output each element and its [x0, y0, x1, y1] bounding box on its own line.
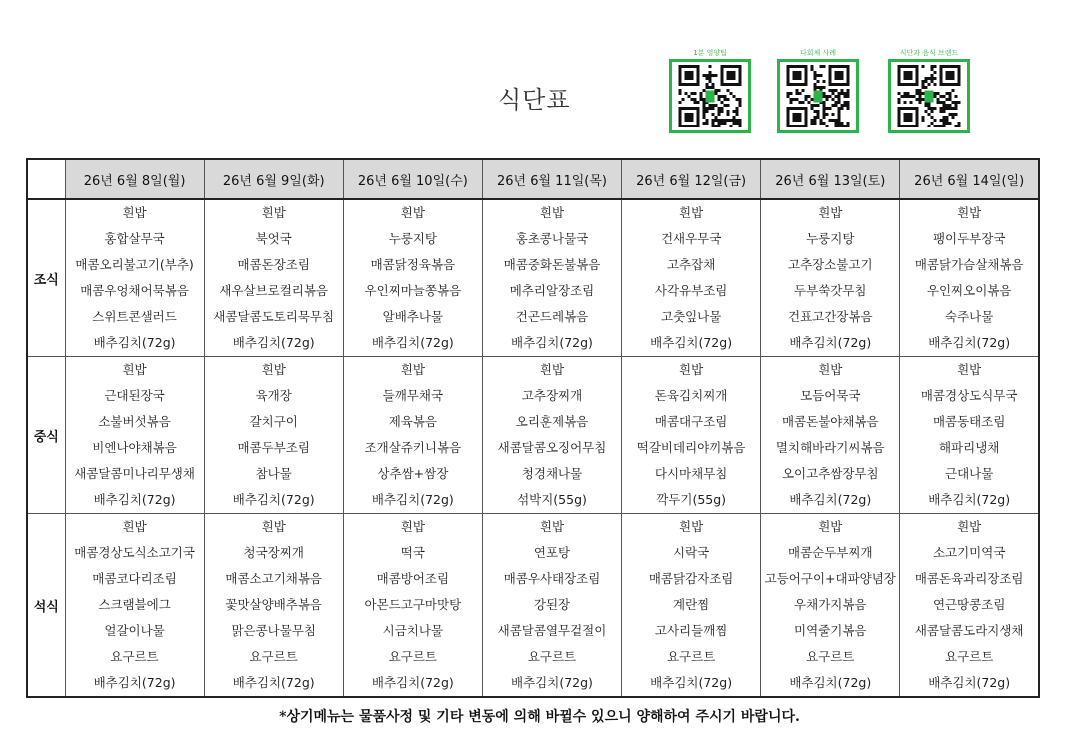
dish-item: 배추김치(72g)	[650, 335, 733, 350]
dish-item: 배추김치(72g)	[232, 335, 315, 350]
meal-row	[27, 199, 1039, 357]
dish-item: 흰밥	[539, 362, 565, 377]
dish-item: 매콤대구조림	[654, 414, 728, 429]
dish-item: 매콤우사태장조림	[503, 571, 601, 586]
dish-item: 새콤달콤열무겉절이	[497, 623, 607, 638]
dish-item: 배추김치(72g)	[371, 492, 454, 507]
qr-caption: 다회체 사례	[799, 49, 837, 57]
day-header: 26년 6월 12일(금)	[622, 159, 761, 199]
dish-item: 숙주나물	[945, 309, 994, 324]
menu-cell	[482, 199, 621, 357]
dish-item: 배추김치(72g)	[93, 675, 176, 690]
qr-code-1[interactable]	[665, 47, 755, 133]
menu-cell	[900, 514, 1039, 698]
menu-cell	[204, 199, 343, 357]
dish-item: 요구르트	[527, 649, 577, 664]
dish-item: 우인찌마늘쫑볶음	[364, 283, 462, 298]
menu-cell	[761, 357, 900, 514]
dish-item: 시금치나물	[382, 623, 444, 638]
dish-item: 계란찜	[673, 597, 710, 612]
dish-item: 흰밥	[957, 205, 982, 220]
meal-row	[27, 357, 1039, 514]
menu-cell	[65, 357, 204, 514]
dish-item: 새콤달콤오징어무침	[497, 440, 607, 455]
dish-item: 스위트콘샐러드	[92, 309, 177, 324]
qr-code-image[interactable]	[669, 59, 751, 133]
dish-item: 청경채나물	[521, 466, 583, 481]
dish-item: 누룽지탕	[388, 231, 437, 246]
dish-item: 우인찌오이볶음	[926, 283, 1012, 298]
meal-label: 중식	[27, 357, 65, 514]
dish-item: 소고기미역국	[932, 545, 1006, 560]
day-header: 26년 6월 14일(일)	[900, 159, 1039, 199]
day-header: 26년 6월 11일(목)	[482, 159, 621, 199]
dish-item: 흰밥	[957, 519, 982, 534]
header-row	[27, 159, 1039, 199]
dish-item: 배추김치(72g)	[650, 675, 733, 690]
menu-cell	[65, 514, 204, 698]
dish-item: 상추쌈+쌈장	[377, 466, 449, 481]
dish-item: 매콤닭감자조림	[648, 571, 734, 586]
dish-item: 오이고추쌈장무침	[781, 466, 879, 481]
dish-item: 매콤경상도식무국	[920, 388, 1018, 403]
qr-code-3[interactable]	[884, 47, 974, 133]
dish-item: 흰밥	[818, 205, 843, 220]
dish-item: 배추김치(72g)	[511, 335, 593, 350]
day-header: 26년 6월 9일(화)	[204, 159, 343, 199]
menu-cell	[482, 514, 621, 698]
dish-item: 매콤돈육과리장조림	[914, 571, 1024, 586]
dish-item: 매콤우엉채어묵볶음	[80, 283, 189, 298]
dish-item: 요구르트	[806, 649, 855, 664]
qr-icon	[896, 65, 962, 127]
dish-item: 배추김치(72g)	[232, 675, 315, 690]
day-header: 26년 6월 10일(수)	[343, 159, 482, 199]
dish-item: 꽃맛살양배추볶음	[225, 597, 323, 612]
dish-item: 멸치해바라기씨볶음	[775, 440, 885, 455]
corner-cell	[27, 159, 65, 199]
dish-item: 흰밥	[400, 362, 425, 377]
menu-cell	[204, 357, 343, 514]
dish-item: 제육볶음	[388, 414, 437, 429]
dish-item: 흰밥	[539, 205, 565, 220]
dish-item: 조개살쥬키니볶음	[364, 440, 462, 455]
dish-item: 배추김치(72g)	[232, 492, 315, 507]
dish-item: 육개장	[255, 388, 292, 403]
menu-table	[26, 158, 1040, 698]
menu-cell	[622, 199, 761, 357]
dish-item: 해파리냉채	[938, 440, 1000, 455]
dish-item: 요구르트	[110, 649, 159, 664]
dish-item: 비엔나야채볶음	[92, 440, 177, 455]
dish-item: 고등어구이+대파양념장	[764, 571, 896, 586]
dish-item: 건곤드레볶음	[515, 309, 589, 324]
dish-item: 우채가지볶음	[794, 597, 867, 612]
menu-cell	[622, 514, 761, 698]
menu-cell	[622, 357, 761, 514]
qr-code-image[interactable]	[777, 59, 859, 133]
dish-item: 시락국	[673, 545, 710, 560]
dish-item: 흰밥	[261, 205, 286, 220]
menu-cell	[761, 199, 900, 357]
dish-item: 흰밥	[679, 362, 704, 377]
dish-item: 흰밥	[679, 519, 704, 534]
dish-item: 매콤닭가슴살채볶음	[914, 257, 1024, 272]
page-title: 식단표	[498, 86, 571, 114]
dish-item: 흰밥	[122, 519, 147, 534]
dish-item: 새콤달콤도라지생채	[914, 623, 1024, 638]
dish-item: 매콤코다리조림	[92, 571, 177, 586]
dish-item: 참나물	[255, 466, 292, 481]
dish-item: 흰밥	[122, 362, 147, 377]
menu-cell	[343, 199, 482, 357]
dish-item: 매콤동태조림	[932, 414, 1006, 429]
dish-item: 들깨무채국	[382, 388, 444, 403]
dish-item: 요구르트	[249, 649, 298, 664]
dish-item: 흰밥	[122, 205, 147, 220]
dish-item: 스크램블에그	[98, 597, 171, 612]
dish-item: 요구르트	[666, 649, 716, 664]
dish-item: 흰밥	[957, 362, 982, 377]
dish-item: 흰밥	[261, 519, 286, 534]
dish-item: 홍합살무국	[104, 231, 165, 246]
dish-item: 고춧잎나물	[660, 309, 722, 324]
dish-item: 건표고간장볶음	[788, 309, 873, 324]
dish-item: 흰밥	[679, 205, 704, 220]
dish-item: 배추김치(72g)	[511, 675, 593, 690]
dish-item: 고추장찌개	[521, 388, 583, 403]
dish-item: 고추장소불고기	[788, 257, 873, 272]
dish-item: 오리훈제볶음	[515, 414, 589, 429]
dish-item: 홍초콩나물국	[515, 231, 589, 246]
dish-item: 배추김치(72g)	[789, 675, 872, 690]
dish-item: 요구르트	[945, 649, 994, 664]
dish-item: 떡갈비데리야끼볶음	[636, 440, 746, 455]
dish-item: 매콤중화돈불볶음	[503, 257, 601, 272]
dish-item: 배추김치(72g)	[928, 335, 1011, 350]
dish-item: 배추김치(72g)	[928, 492, 1011, 507]
qr-icon	[677, 65, 743, 127]
menu-body	[27, 199, 1039, 697]
menu-cell	[900, 199, 1039, 357]
dish-item: 배추김치(72g)	[371, 675, 454, 690]
dish-item: 흰밥	[400, 205, 425, 220]
dish-item: 새우살브로컬리볶음	[219, 283, 329, 298]
dish-item: 얼갈이나물	[104, 623, 165, 638]
dish-item: 메추리알장조림	[509, 283, 595, 298]
qr-code-2[interactable]	[773, 47, 863, 133]
dish-item: 매콤닭정육볶음	[370, 257, 456, 272]
dish-item: 흰밥	[818, 519, 843, 534]
dish-item: 떡국	[400, 545, 425, 560]
dish-item: 고추잡채	[666, 257, 716, 272]
menu-cell	[343, 514, 482, 698]
dish-item: 흰밥	[539, 519, 565, 534]
dish-item: 요구르트	[388, 649, 437, 664]
dish-item: 매콤두부조림	[237, 440, 310, 455]
dish-item: 매콤순두부찌개	[788, 545, 873, 560]
dish-item: 모듬어묵국	[800, 388, 861, 403]
dish-item: 매콤돈장조림	[237, 257, 310, 272]
qr-code-image[interactable]	[888, 59, 970, 133]
day-header: 26년 6월 8일(월)	[65, 159, 204, 199]
menu-cell	[900, 357, 1039, 514]
dish-item: 근대나물	[945, 466, 994, 481]
qr-caption: 1분 영양팁	[693, 49, 727, 57]
dish-item: 새콤달콤미나리무생채	[74, 466, 195, 481]
dish-item: 사각유부조림	[654, 283, 728, 298]
dish-item: 흰밥	[400, 519, 425, 534]
dish-item: 새콤달콤도토리묵무침	[213, 309, 335, 324]
dish-item: 흰밥	[261, 362, 286, 377]
dish-item: 근대된장국	[104, 388, 165, 403]
menu-cell	[343, 357, 482, 514]
menu-cell	[204, 514, 343, 698]
meal-label: 석식	[27, 514, 65, 698]
dish-item: 북엇국	[255, 231, 292, 246]
meal-label: 조식	[27, 199, 65, 357]
dish-item: 누룽지탕	[806, 231, 855, 246]
dish-item: 미역줄기볶음	[794, 623, 867, 638]
dish-item: 배추김치(72g)	[789, 335, 872, 350]
dish-item: 배추김치(72g)	[789, 492, 872, 507]
dish-item: 아몬드고구마맛탕	[364, 597, 462, 612]
dish-item: 고사리들깨찜	[654, 623, 728, 638]
meal-row	[27, 514, 1039, 698]
dish-item: 강된장	[533, 597, 571, 612]
menu-cell	[65, 199, 204, 357]
menu-cell	[761, 514, 900, 698]
dish-item: 매콤오리불고기(부추)	[75, 257, 194, 272]
dish-item: 갈치구이	[249, 414, 298, 429]
dish-item: 배추김치(72g)	[93, 335, 176, 350]
dish-item: 연근땅콩조림	[932, 597, 1006, 612]
qr-icon	[785, 65, 851, 127]
day-header: 26년 6월 13일(토)	[761, 159, 900, 199]
dish-item: 맑은콩나물무침	[231, 623, 316, 638]
dish-item: 깍두기(55g)	[656, 492, 727, 507]
menu-cell	[482, 357, 621, 514]
dish-item: 연포탕	[533, 545, 571, 560]
dish-item: 매콤소고기채볶음	[225, 571, 323, 586]
dish-item: 배추김치(72g)	[93, 492, 176, 507]
dish-item: 알배추나물	[382, 309, 444, 324]
dish-item: 배추김치(72g)	[371, 335, 454, 350]
dish-item: 매콤방어조림	[376, 571, 450, 586]
dish-item: 건새우무국	[660, 231, 722, 246]
dish-item: 섞박지(55g)	[517, 492, 587, 507]
qr-caption: 식단과 음식 브랜드	[899, 49, 959, 57]
dish-item: 청국장찌개	[243, 545, 304, 560]
dish-item: 두부쑥갓무침	[794, 283, 867, 298]
dish-item: 돈육김치찌개	[654, 388, 728, 403]
dish-item: 흰밥	[818, 362, 843, 377]
dish-item: 소불버섯볶음	[98, 414, 171, 429]
dish-item: 팽이두부장국	[932, 231, 1006, 246]
dish-item: 매콤경상도식소고기국	[74, 545, 195, 560]
dish-item: 매콤돈불야채볶음	[781, 414, 879, 429]
dish-item: 배추김치(72g)	[928, 675, 1011, 690]
notice-text: *상기메뉴는 물품사정 및 기타 변동에 의해 바뀔수 있으니 양해하여 주시기 바랍니다.	[279, 709, 800, 725]
dish-item: 다시마채무침	[654, 466, 728, 481]
